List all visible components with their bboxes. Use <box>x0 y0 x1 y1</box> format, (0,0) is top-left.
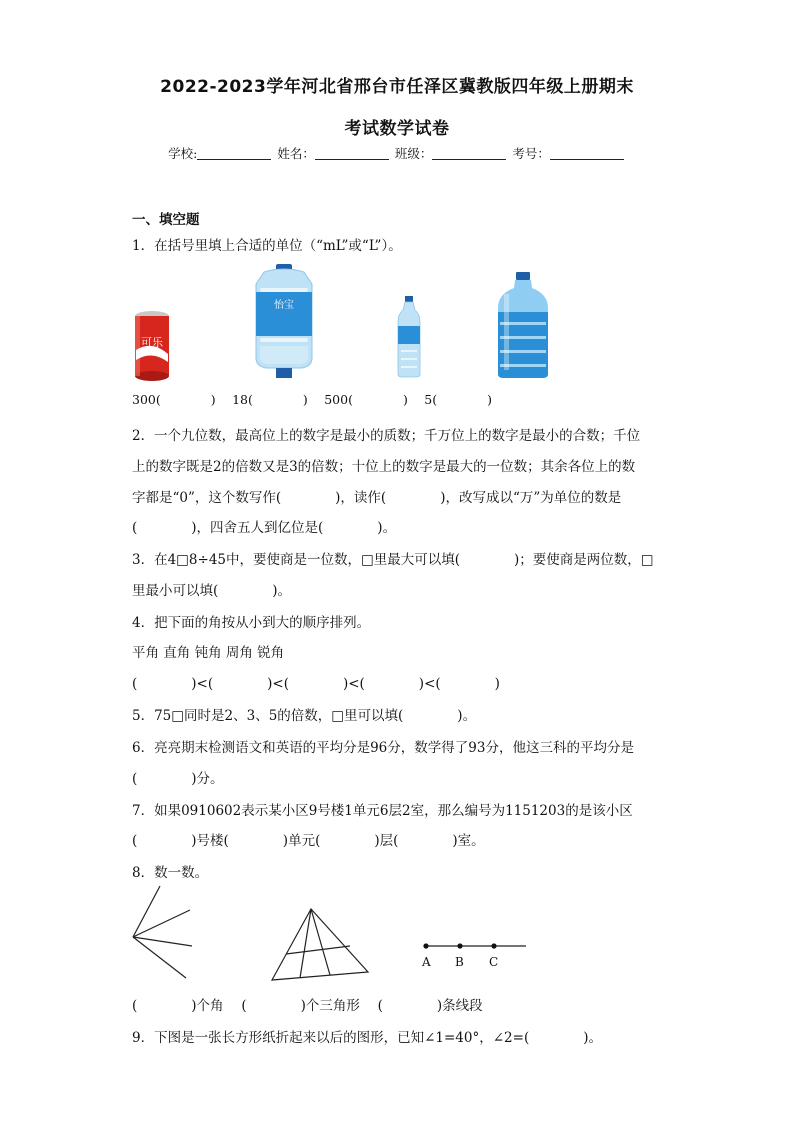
class-blank[interactable] <box>432 147 506 160</box>
question-7-line-2[interactable]: ( )号楼( )单元( )层( )室。 <box>132 833 485 849</box>
question-6-line-1: 6．亮亮期末检测语文和英语的平均分是96分，数学得了93分，他这三科的平均分是 <box>132 740 634 756</box>
section-title-fill-blanks: 一、填空题 <box>132 212 200 228</box>
can-brand-text: 可乐 <box>141 336 163 349</box>
exam-title-line-2: 考试数学试卷 <box>344 119 450 139</box>
small-bottle-image <box>396 296 422 378</box>
question-8-answer-blanks[interactable]: ( )个角 ( )个三角形 ( )条线段 <box>132 998 483 1014</box>
point-a-dot <box>423 943 428 948</box>
question-1-prompt: 1．在括号里填上合适的单位（“mL”或“L”）。 <box>132 238 402 254</box>
question-5-line-1[interactable]: 5．75□同时是2、3、5的倍数，□里可以填( )。 <box>132 708 477 724</box>
question-6-line-2[interactable]: ( )分。 <box>132 771 224 787</box>
question-1-answer-blanks[interactable]: 300( ) 18( ) 500( ) 5( ) <box>132 392 493 407</box>
question-2-line-2: 上的数字既是2的倍数又是3的倍数；十位上的数字是最大的一位数；其余各位上的数 <box>132 459 636 475</box>
school-blank[interactable] <box>197 147 271 160</box>
point-c-label: C <box>489 955 499 969</box>
point-a-label: A <box>422 955 431 969</box>
question-3-line-1[interactable]: 3．在4□8÷45中，要使商是一位数，□里最大可以填( )；要使商是两位数，□ <box>132 552 654 568</box>
exam-title-line-1: 2022-2023学年河北省邢台市任泽区冀教版四年级上册期末 <box>160 77 634 97</box>
water-jug-image <box>246 262 322 382</box>
exam-number-label: 考号： <box>512 146 550 161</box>
large-bottle-image <box>496 272 550 380</box>
line-segment-figure <box>416 938 530 972</box>
soda-can-image <box>132 310 172 382</box>
question-8-line-1: 8．数一数。 <box>132 865 209 881</box>
question-2-line-1: 2．一个九位数，最高位上的数字是最小的质数；千万位上的数字是最小的合数；千位 <box>132 428 641 444</box>
question-9-line-1[interactable]: 9．下图是一张长方形纸折起来以后的图形，已知∠1=40°，∠2=( )。 <box>132 1030 602 1046</box>
rays-angle-figure <box>128 882 200 982</box>
student-info-row <box>0 144 794 162</box>
point-b-dot <box>457 943 462 948</box>
triangle-figure <box>268 906 372 982</box>
question-3-line-2[interactable]: 里最小可以填( )。 <box>132 583 292 599</box>
class-label: 班级： <box>394 146 433 161</box>
question-4-angle-list: 平角 直角 钝角 周角 锐角 <box>132 645 285 661</box>
question-2-line-3[interactable]: 字都是“0”，这个数写作( )，读作( )，改写成以“万”为单位的数是 <box>132 490 622 506</box>
question-2-line-4[interactable]: ( )，四舍五人到亿位是( )。 <box>132 520 397 536</box>
question-4-ordering-blanks[interactable]: ( )<( )<( )<( )<( ) <box>132 676 500 692</box>
question-4-line-1: 4．把下面的角按从小到大的顺序排列。 <box>132 615 371 631</box>
point-c-dot <box>491 943 496 948</box>
point-b-label: B <box>455 955 464 969</box>
name-label: 姓名： <box>277 146 315 161</box>
jug-brand-text: 怡宝 <box>274 300 294 311</box>
school-label: 学校: <box>168 146 198 161</box>
exam-number-blank[interactable] <box>550 147 624 160</box>
name-blank[interactable] <box>315 147 389 160</box>
question-7-line-1: 7．如果0910602表示某小区9号楼1单元6层2室，那么编号为1151203的是该小区 <box>132 803 633 819</box>
